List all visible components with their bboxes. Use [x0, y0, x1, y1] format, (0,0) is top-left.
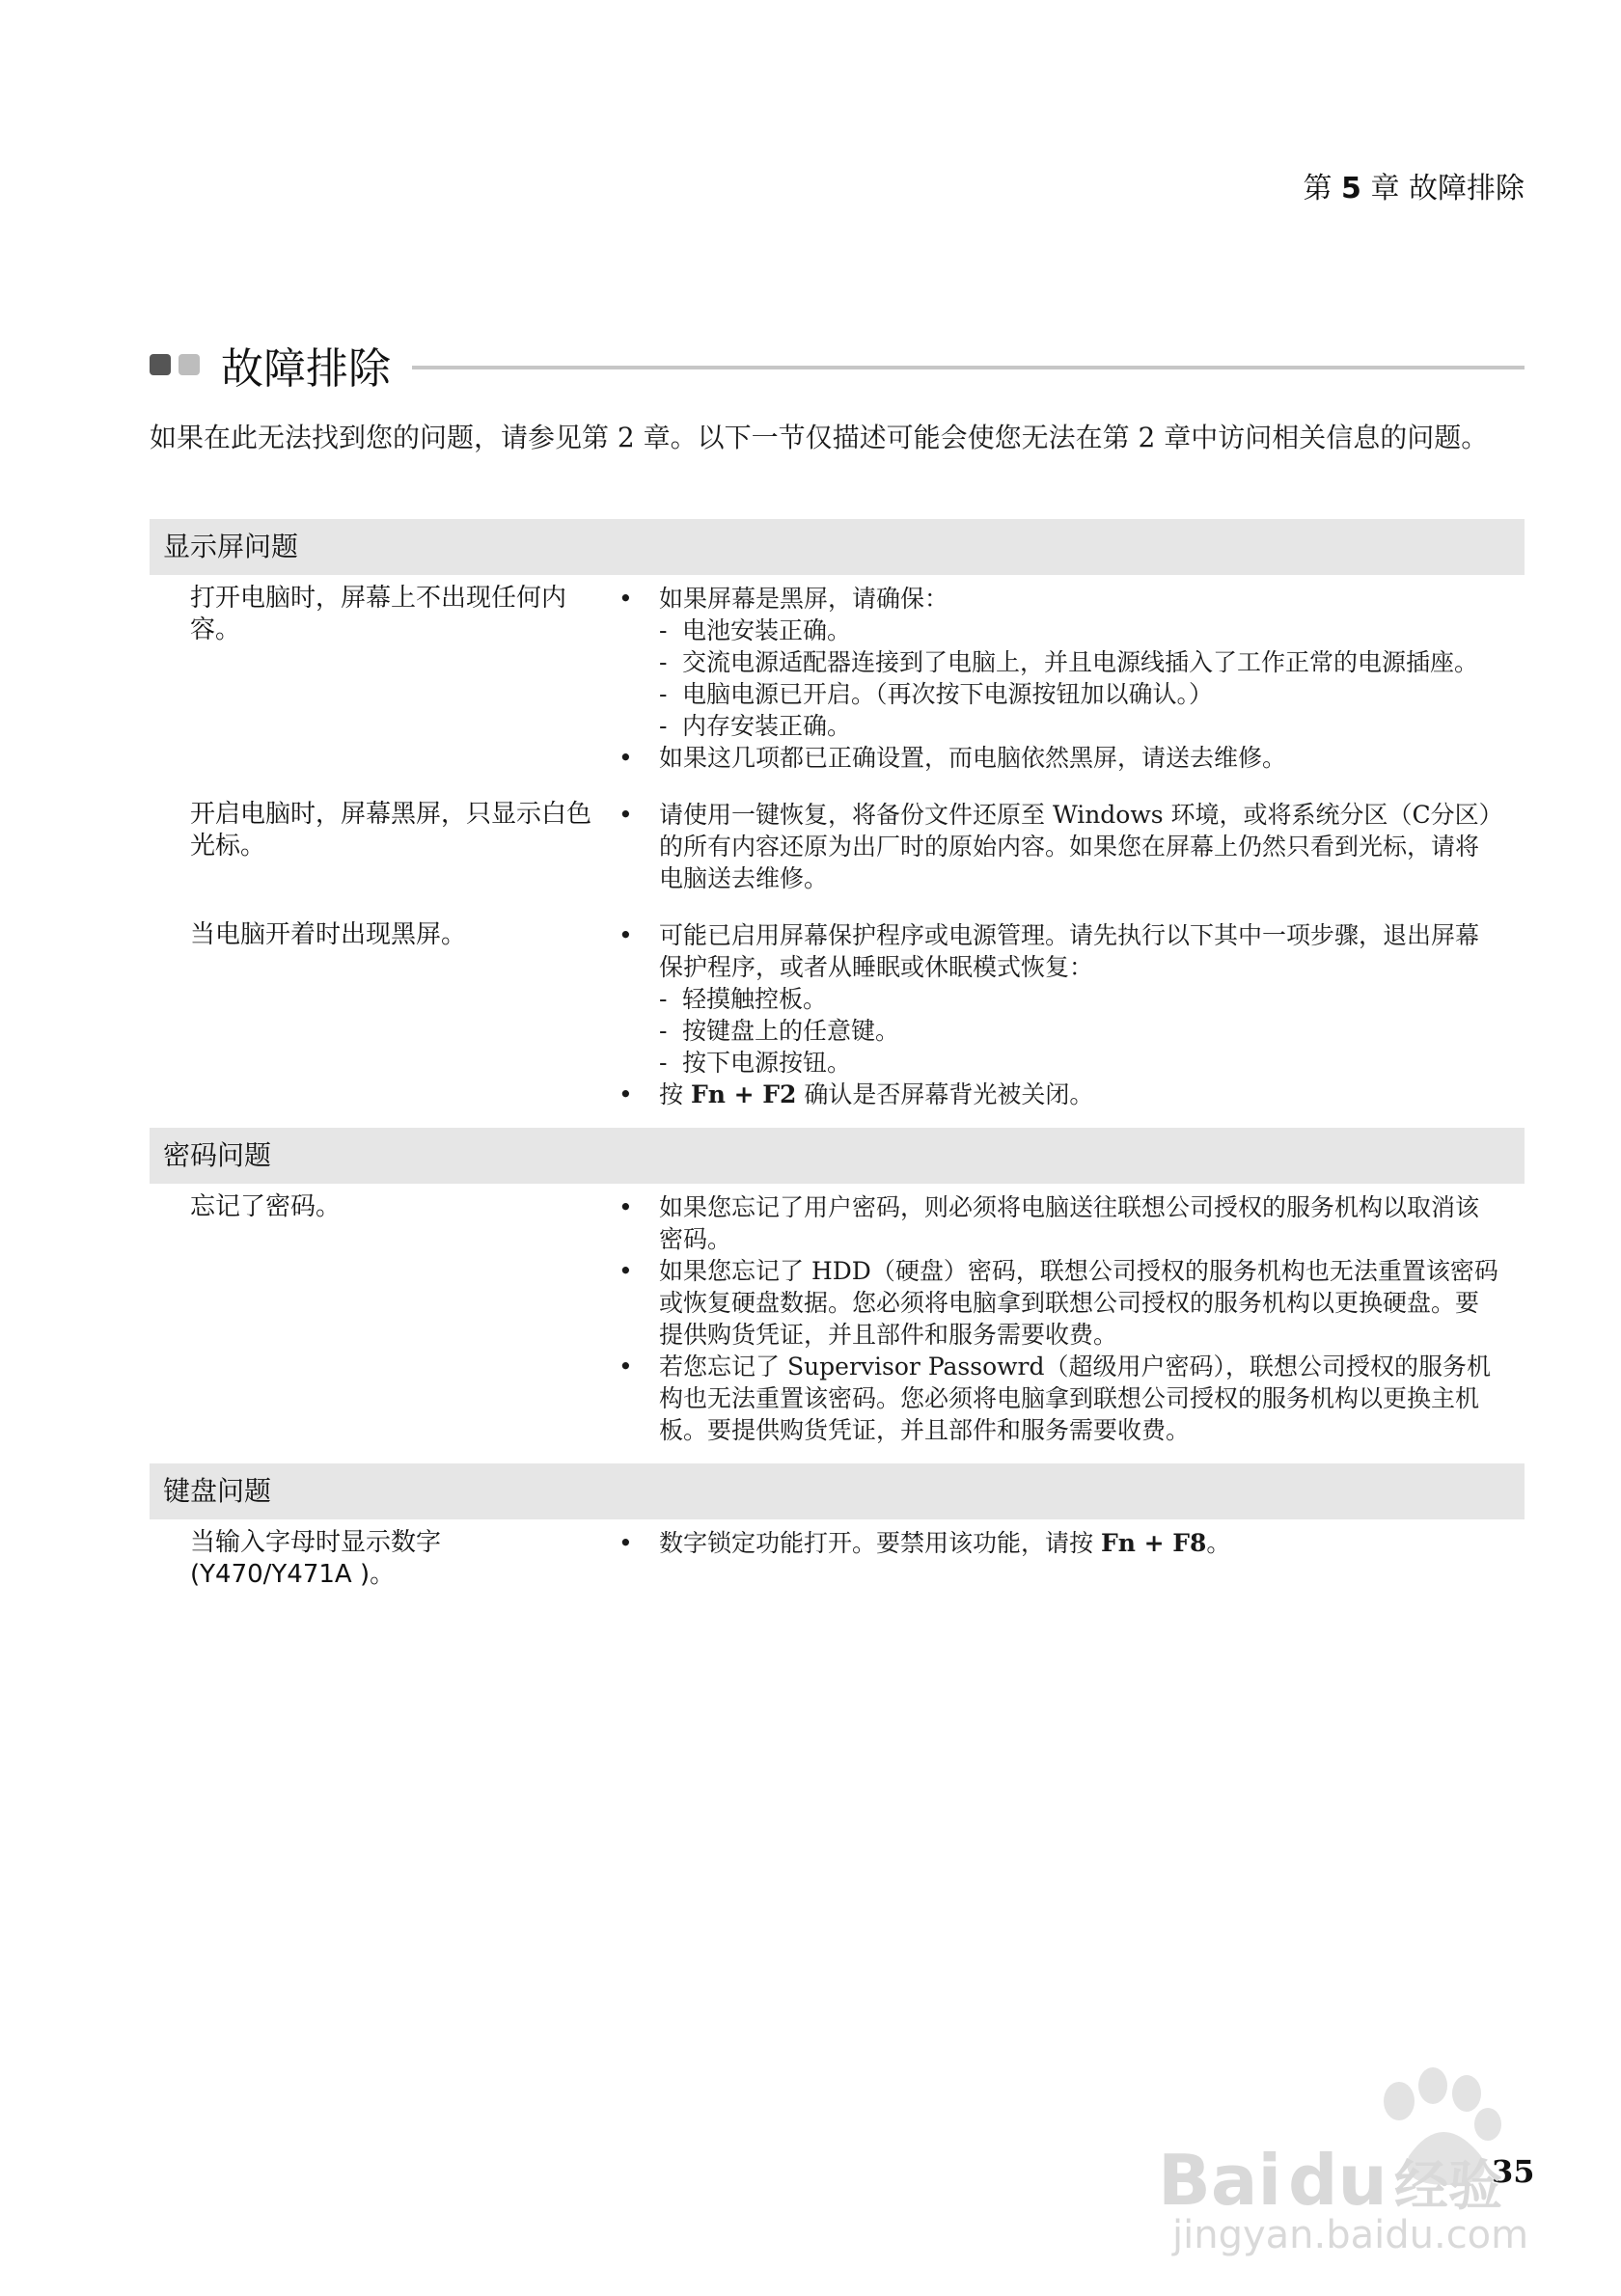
baidu-watermark — [1158, 2064, 1534, 2257]
bullet-item — [613, 1527, 1525, 1559]
sub-item-text: 按键盘上的任意键。 — [682, 1017, 900, 1045]
bullet-text: 如果您忘记了 HDD（硬盘）密码，联想公司授权的服务机构也无法重置该密码或恢复硬盘数据。您必须将电脑拿到联想公司授权的服务机构以更换硬盘。要提供购货凭证，并且部件和服务需要收费。 — [659, 1257, 1498, 1349]
chapter-title: 章 故障排除 — [1370, 172, 1525, 205]
dash-icon: - — [659, 1049, 668, 1077]
category-header: 密码问题 — [150, 1128, 1525, 1184]
sub-item-text: 电脑电源已开启。（再次按下电源按钮加以确认。） — [682, 680, 1214, 708]
bullet-icon: • — [618, 921, 633, 949]
sub-item — [613, 1047, 1525, 1079]
problem-cell: 忘记了密码。 — [190, 1192, 342, 1221]
bullet-text: 如果屏幕是黑屏，请确保： — [659, 585, 949, 613]
bullet-icon: • — [618, 801, 633, 829]
bullet-icon: • — [618, 1529, 633, 1557]
dash-icon: - — [659, 985, 668, 1013]
bullet-icon: • — [618, 585, 633, 613]
square-light-icon — [179, 354, 200, 375]
watermark-suffix: 经验 — [1394, 2155, 1502, 2218]
chapter-header — [1303, 164, 1525, 206]
sub-item-text: 轻摸触控板。 — [682, 985, 828, 1013]
intro-paragraph: 如果在此无法找到您的问题，请参见第 2 章。以下一节仅描述可能会使您无法在第 2 章中访问相关信息的问题。 — [150, 422, 1489, 453]
watermark-brand-du: du — [1288, 2140, 1387, 2221]
bullet-item — [613, 1351, 1525, 1446]
section-heading — [150, 336, 1525, 394]
bullet-text-pre: 按 — [659, 1080, 691, 1108]
sub-item-text: 交流电源适配器连接到了电脑上，并且电源线插入了工作正常的电源插座。 — [682, 648, 1479, 676]
bullet-item — [613, 583, 1525, 615]
bullet-item — [613, 742, 1525, 774]
sub-item-text: 电池安装正确。 — [682, 616, 852, 644]
bullet-text-post: 。 — [1206, 1529, 1231, 1557]
chapter-prefix: 第 — [1303, 172, 1333, 205]
solution-cell — [603, 1191, 1525, 1446]
bullet-icon: • — [618, 1257, 633, 1285]
bullet-icon: • — [618, 1353, 633, 1380]
bullet-item — [613, 1079, 1525, 1110]
solution-cell — [603, 583, 1525, 774]
category-header: 显示屏问题 — [150, 519, 1525, 575]
problem-cell: 开启电脑时，屏幕黑屏，只显示白色光标。 — [190, 800, 592, 861]
dash-icon: - — [659, 680, 668, 708]
bullet-icon: • — [618, 1193, 633, 1221]
bullet-text: 如果您忘记了用户密码，则必须将电脑送往联想公司授权的服务机构以取消该密码。 — [659, 1193, 1480, 1253]
key-combo: Fn + F8 — [1100, 1529, 1207, 1557]
dash-icon: - — [659, 1017, 668, 1045]
category-header: 键盘问题 — [150, 1463, 1525, 1519]
bullet-item — [613, 799, 1525, 894]
sub-item — [613, 1015, 1525, 1047]
solution-cell — [603, 799, 1525, 894]
table-row — [150, 912, 1525, 1128]
chapter-number: 5 — [1341, 172, 1361, 205]
dash-icon: - — [659, 712, 668, 740]
table-row — [150, 1184, 1525, 1463]
bullet-text: 如果这几项都已正确设置，而电脑依然黑屏，请送去维修。 — [659, 744, 1287, 772]
key-combo: Fn + F2 — [690, 1080, 797, 1108]
sub-item-text: 按下电源按钮。 — [682, 1049, 852, 1077]
solution-cell — [603, 919, 1525, 1110]
table-row — [150, 575, 1525, 791]
bullet-item — [613, 1255, 1525, 1351]
sub-item — [613, 983, 1525, 1015]
problem-cell: 打开电脑时，屏幕上不出现任何内容。 — [190, 584, 567, 644]
bullet-text — [659, 1079, 1498, 1110]
sub-item — [613, 678, 1525, 710]
troubleshooting-table — [150, 519, 1525, 1608]
watermark-url: jingyan.baidu.com — [1172, 2213, 1529, 2257]
sub-item — [613, 710, 1525, 742]
bullet-item — [613, 919, 1525, 983]
problem-cell: 当电脑开着时出现黑屏。 — [190, 920, 467, 949]
title-rule — [412, 366, 1525, 369]
table-row — [150, 1519, 1525, 1608]
solution-cell — [603, 1527, 1525, 1591]
square-dark-icon — [150, 354, 171, 375]
bullet-icon: • — [618, 1080, 633, 1108]
bullet-text: 可能已启用屏幕保护程序或电源管理。请先执行以下其中一项步骤，退出屏幕保护程序，或者从睡眠或休眠模式恢复： — [659, 921, 1480, 981]
watermark-brand: Bai — [1158, 2140, 1282, 2221]
page-number: 35 — [1492, 2153, 1535, 2190]
dash-icon: - — [659, 648, 668, 676]
sub-item-text: 内存安装正确。 — [682, 712, 852, 740]
bullet-item — [613, 1191, 1525, 1255]
sub-item — [613, 615, 1525, 646]
problem-cell: 当输入字母时显示数字 (Y470/Y471A )。 — [190, 1528, 442, 1589]
dash-icon: - — [659, 616, 668, 644]
bullet-text — [659, 1527, 1498, 1559]
table-row — [150, 791, 1525, 912]
bullet-text-pre: 数字锁定功能打开。要禁用该功能，请按 — [659, 1529, 1101, 1557]
sub-item — [613, 646, 1525, 678]
bullet-text-post: 确认是否屏幕背光被关闭。 — [796, 1080, 1094, 1108]
bullet-text: 请使用一键恢复，将备份文件还原至 Windows 环境，或将系统分区（C分区）的所有内容还原为出厂时的原始内容。如果您在屏幕上仍然只看到光标，请将电脑送去维修。 — [659, 801, 1492, 892]
bullet-icon: • — [618, 744, 633, 772]
bullet-text: 若您忘记了 Supervisor Passowrd（超级用户密码），联想公司授权的服务机构也无法重置该密码。您必须将电脑拿到联想公司授权的服务机构以更换主机板。要提供购货凭证，并且部件和服务需要收费。 — [659, 1353, 1491, 1444]
section-title: 故障排除 — [221, 344, 391, 394]
